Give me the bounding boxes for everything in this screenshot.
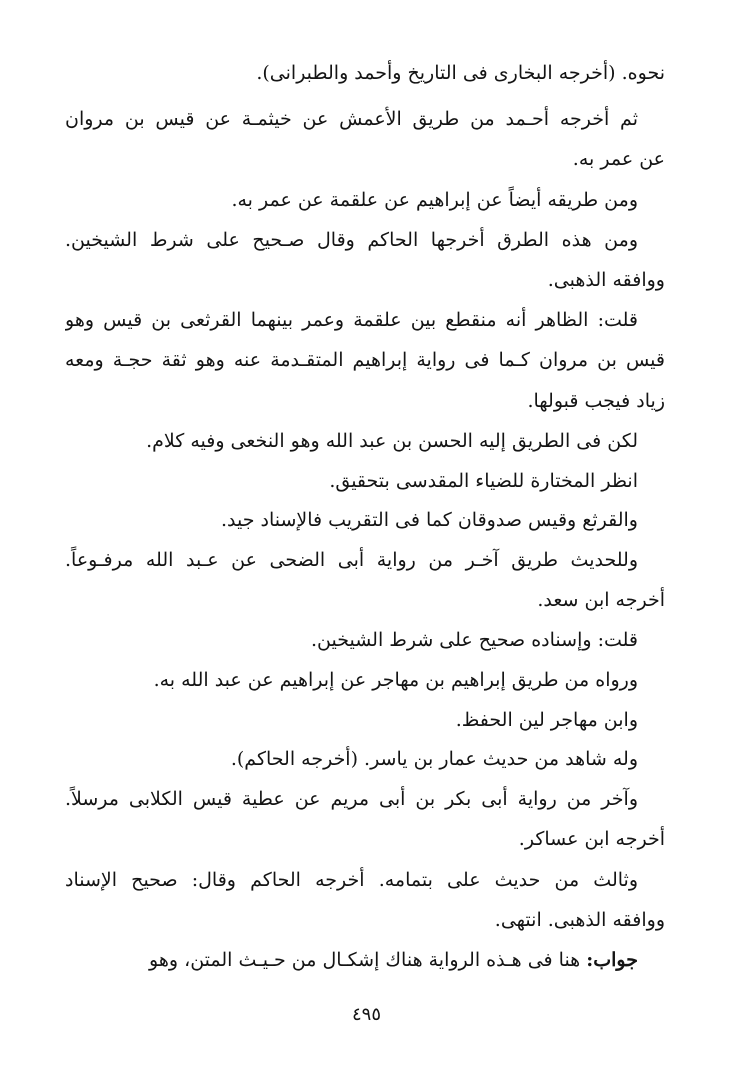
text-line: أخرجه ابن سعد. (537, 589, 665, 611)
text-line: زياد فيجب قبولها. (527, 390, 665, 412)
text-line: ورواه من طريق إبراهيم بن مهاجر عن إبراهيم عن عبد الله به. (153, 669, 638, 691)
text-line: ومن طريقه أيضاً عن إبراهيم عن علقمة عن عمر به. (231, 189, 638, 211)
text-line: ووافقه الذهبى. (547, 269, 665, 291)
text-line: قيس بن مروان كـما فى رواية إبراهيم المتقـدمة عنه وهو ثقة حجـة ومعه (65, 349, 665, 371)
text-line: وثالث من حديث على بتمامه. أخرجه الحاكم وقال: صحيح الإسناد (65, 869, 638, 891)
text-line: أخرجه ابن عساكر. (518, 828, 665, 850)
text-line: وللحديث طريق آخـر من رواية أبى الضحى عن عـبد الله مرفـوعاً. (65, 549, 638, 571)
text-line: وابن مهاجر لين الحفظ. (455, 709, 638, 731)
page-number: ٤٩٥ (351, 1004, 381, 1025)
text-line: قلت: وإسناده صحيح على شرط الشيخين. (310, 629, 638, 651)
text-line: وآخر من رواية أبى بكر بن أبى مريم عن عطية قيس الكلابى مرسلاً. (65, 788, 638, 810)
text-line: عن عمر به. (572, 148, 665, 170)
text-line: لكن فى الطريق إليه الحسن بن عبد الله وهو النخعى وفيه كلام. (146, 430, 638, 452)
text-line: ووافقه الذهبى. انتهى. (494, 909, 665, 931)
text-line: ومن هذه الطرق أخرجها الحاكم وقال صـحيح على شرط الشيخين. (65, 229, 638, 251)
text-line: وله شاهد من حديث عمار بن ياسر. (أخرجه الحاكم). (230, 748, 638, 770)
text-line: انظر المختارة للضياء المقدسى بتحقيق. (329, 470, 638, 492)
answer-line (65, 942, 638, 978)
answer-label: جواب: (586, 949, 638, 971)
text-line: قلت: الظاهر أنه منقطع بين علقمة وعمر بينهما القرثعى بن قيس وهو (65, 309, 638, 331)
text-line: والقرثع وقيس صدوقان كما فى التقريب فالإسناد جيد. (220, 509, 638, 531)
text-line: ثم أخرجه أحـمد من طريق الأعمش عن خيثمـة عن قيس بن مروان (65, 108, 638, 130)
text-line: نحوه. (أخرجه البخارى فى التاريخ وأحمد والطبرانى). (256, 62, 665, 84)
answer-text: هنا فى هـذه الرواية هناك إشكـال من حـيـث المتن، وهو (149, 949, 581, 971)
